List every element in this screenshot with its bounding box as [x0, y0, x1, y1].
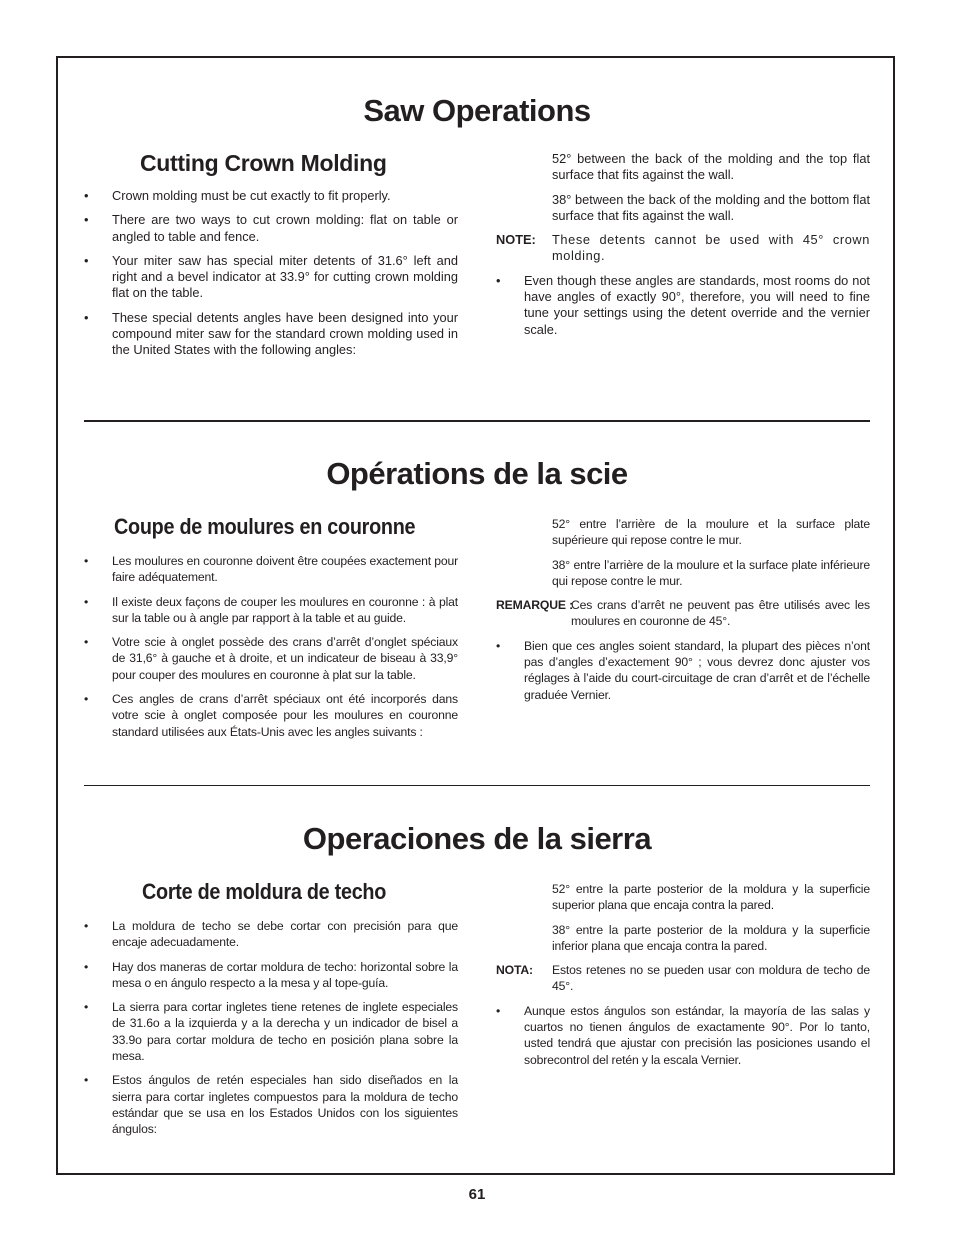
- spanish-bullet-2: • Hay dos maneras de cortar moldura de techo: horizontal sobre la mesa o en ángulo respecto a la mesa y al tope-guía.: [84, 959, 458, 990]
- bullet-glyph: •: [84, 212, 89, 228]
- bullet-glyph: •: [84, 635, 89, 650]
- french-angle-38: 38° entre l’arrière de la moulure et la surface plate inférieure qui repose contre le mur.: [552, 557, 870, 588]
- spanish-subtitle: Corte de moldura de techo: [142, 879, 387, 904]
- section-divider: [84, 785, 870, 786]
- bullet-glyph: •: [84, 919, 89, 933]
- spanish-right-column: [496, 881, 870, 1076]
- note-label: REMARQUE :: [496, 598, 574, 613]
- english-title: Saw Operations: [363, 93, 591, 128]
- english-bullet-3: • Your miter saw has special miter detents of 31.6° left and right and a bevel indicator at 33.9° for cutting crown molding flat on the table.: [84, 252, 458, 301]
- french-left-column: [84, 553, 458, 748]
- french-bullet-1: • Les moulures en couronne doivent être coupées exactement pour faire adéquatement.: [84, 554, 458, 585]
- note-label: NOTE:: [496, 232, 536, 248]
- note-label: NOTA:: [496, 963, 533, 978]
- french-right-column: [496, 516, 870, 711]
- bullet-glyph: •: [84, 188, 89, 203]
- spanish-bullet-4: • Estos ángulos de retén especiales han sido diseñados en la sierra para cortar ingletes compuestos para la moldura de techo estándar que se usa en los Estados Unidos con los siguientes ángulos:: [84, 1073, 458, 1137]
- english-note: NOTE: These detents cannot be used with 45° crown molding.: [496, 232, 870, 264]
- french-bullet-3: • Votre scie à onglet possède des crans d’arrêt d’onglet spéciaux de 31,6° à gauche et à droite, et un indicateur de biseau à 33,9° pour couper des moulures en couronne à plat sur la table.: [84, 635, 458, 682]
- french-subtitle: Coupe de moulures en couronne: [114, 514, 416, 539]
- french-title: Opérations de la scie: [326, 456, 628, 491]
- section-divider: [84, 420, 870, 422]
- spanish-title: Operaciones de la sierra: [302, 821, 652, 856]
- bullet-glyph: •: [84, 554, 89, 568]
- page-number: 61: [468, 1186, 486, 1203]
- french-final-bullet: • Bien que ces angles soient standard, la plupart des pièces n’ont pas d’angles d’exactement 90° ; vous devrez donc ajuster vos réglages à l’aide du court-circuitage de cran d’arrêt et de l’échelle graduée Vernier.: [496, 638, 870, 702]
- english-angle-38: 38° between the back of the molding and the bottom flat surface that fits against the wall.: [552, 191, 870, 223]
- english-bullet-1: • Crown molding must be cut exactly to fit properly.: [84, 188, 391, 203]
- bullet-glyph: •: [84, 1073, 89, 1088]
- english-final-bullet: • Even though these angles are standards, most rooms do not have angles of exactly 90°, therefore, you will need to fine tune your settings using the detent override and the vernier scale.: [496, 272, 870, 337]
- spanish-note: NOTA: Estos retenes no se pueden usar con moldura de techo de 45°.: [496, 963, 870, 994]
- spanish-final-bullet: • Aunque estos ángulos son estándar, la mayoría de las salas y cuartos no tienen ángulos de exactamente 90°. Por lo tanto, usted tendrá que ajustar con precisión las posiciones usando el sobrecontrol del retén y la escala Vernier.: [496, 1003, 870, 1067]
- bullet-glyph: •: [84, 594, 89, 609]
- bullet-glyph: •: [84, 1000, 89, 1015]
- bullet-glyph: •: [84, 252, 89, 268]
- spanish-angle-52: 52° entre la parte posterior de la moldura y la superficie superior plana que encaja contra la pared.: [552, 882, 870, 913]
- english-left-column: [84, 188, 458, 367]
- spanish-bullet-1: • La moldura de techo se debe cortar con precisión para que encaje adecuadamente.: [84, 919, 458, 950]
- french-bullet-2: • Il existe deux façons de couper les moulures en couronne : à plat sur la table ou à angle par rapport à la table et au guide.: [84, 594, 458, 625]
- bullet-glyph: •: [84, 309, 89, 325]
- french-angle-52: 52° entre l’arrière de la moulure et la surface plate supérieure qui repose contre le mur.: [552, 517, 870, 548]
- spanish-bullet-3: • La sierra para cortar ingletes tiene retenes de inglete especiales de 31.6o a la izquierda y a la derecha y un indicador de bisel a 33.9o para cortar moldura de techo en posición plana sobre la mesa.: [84, 1000, 458, 1064]
- spanish-left-column: [84, 918, 458, 1146]
- bullet-glyph: •: [84, 692, 89, 707]
- bullet-glyph: •: [84, 959, 89, 974]
- english-angle-52: 52° between the back of the molding and the top flat surface that fits against the wall.: [552, 151, 870, 183]
- english-right-column: [496, 151, 870, 346]
- english-bullet-4: • These special detents angles have been designed into your compound miter saw for the standard crown molding used in the United States with the following angles:: [84, 309, 458, 358]
- bullet-glyph: •: [496, 1003, 501, 1018]
- english-bullet-2: • There are two ways to cut crown molding: flat on table or angled to table and fence.: [84, 212, 458, 244]
- bullet-glyph: •: [496, 272, 501, 288]
- bullet-glyph: •: [496, 638, 501, 653]
- spanish-angle-38: 38° entre la parte posterior de la moldura y la superficie inferior plana que encaja contra la pared.: [552, 922, 870, 953]
- english-subtitle: Cutting Crown Molding: [140, 150, 387, 176]
- french-note: REMARQUE : Ces crans d’arrêt ne peuvent pas être utilisés avec les moulures en couronne de 45°.: [496, 598, 870, 629]
- french-bullet-4: • Ces angles de crans d’arrêt spéciaux ont été incorporés dans votre scie à onglet composée pour les moulures en couronne standard utilisées aux États-Unis avec les angles suivants :: [84, 692, 458, 739]
